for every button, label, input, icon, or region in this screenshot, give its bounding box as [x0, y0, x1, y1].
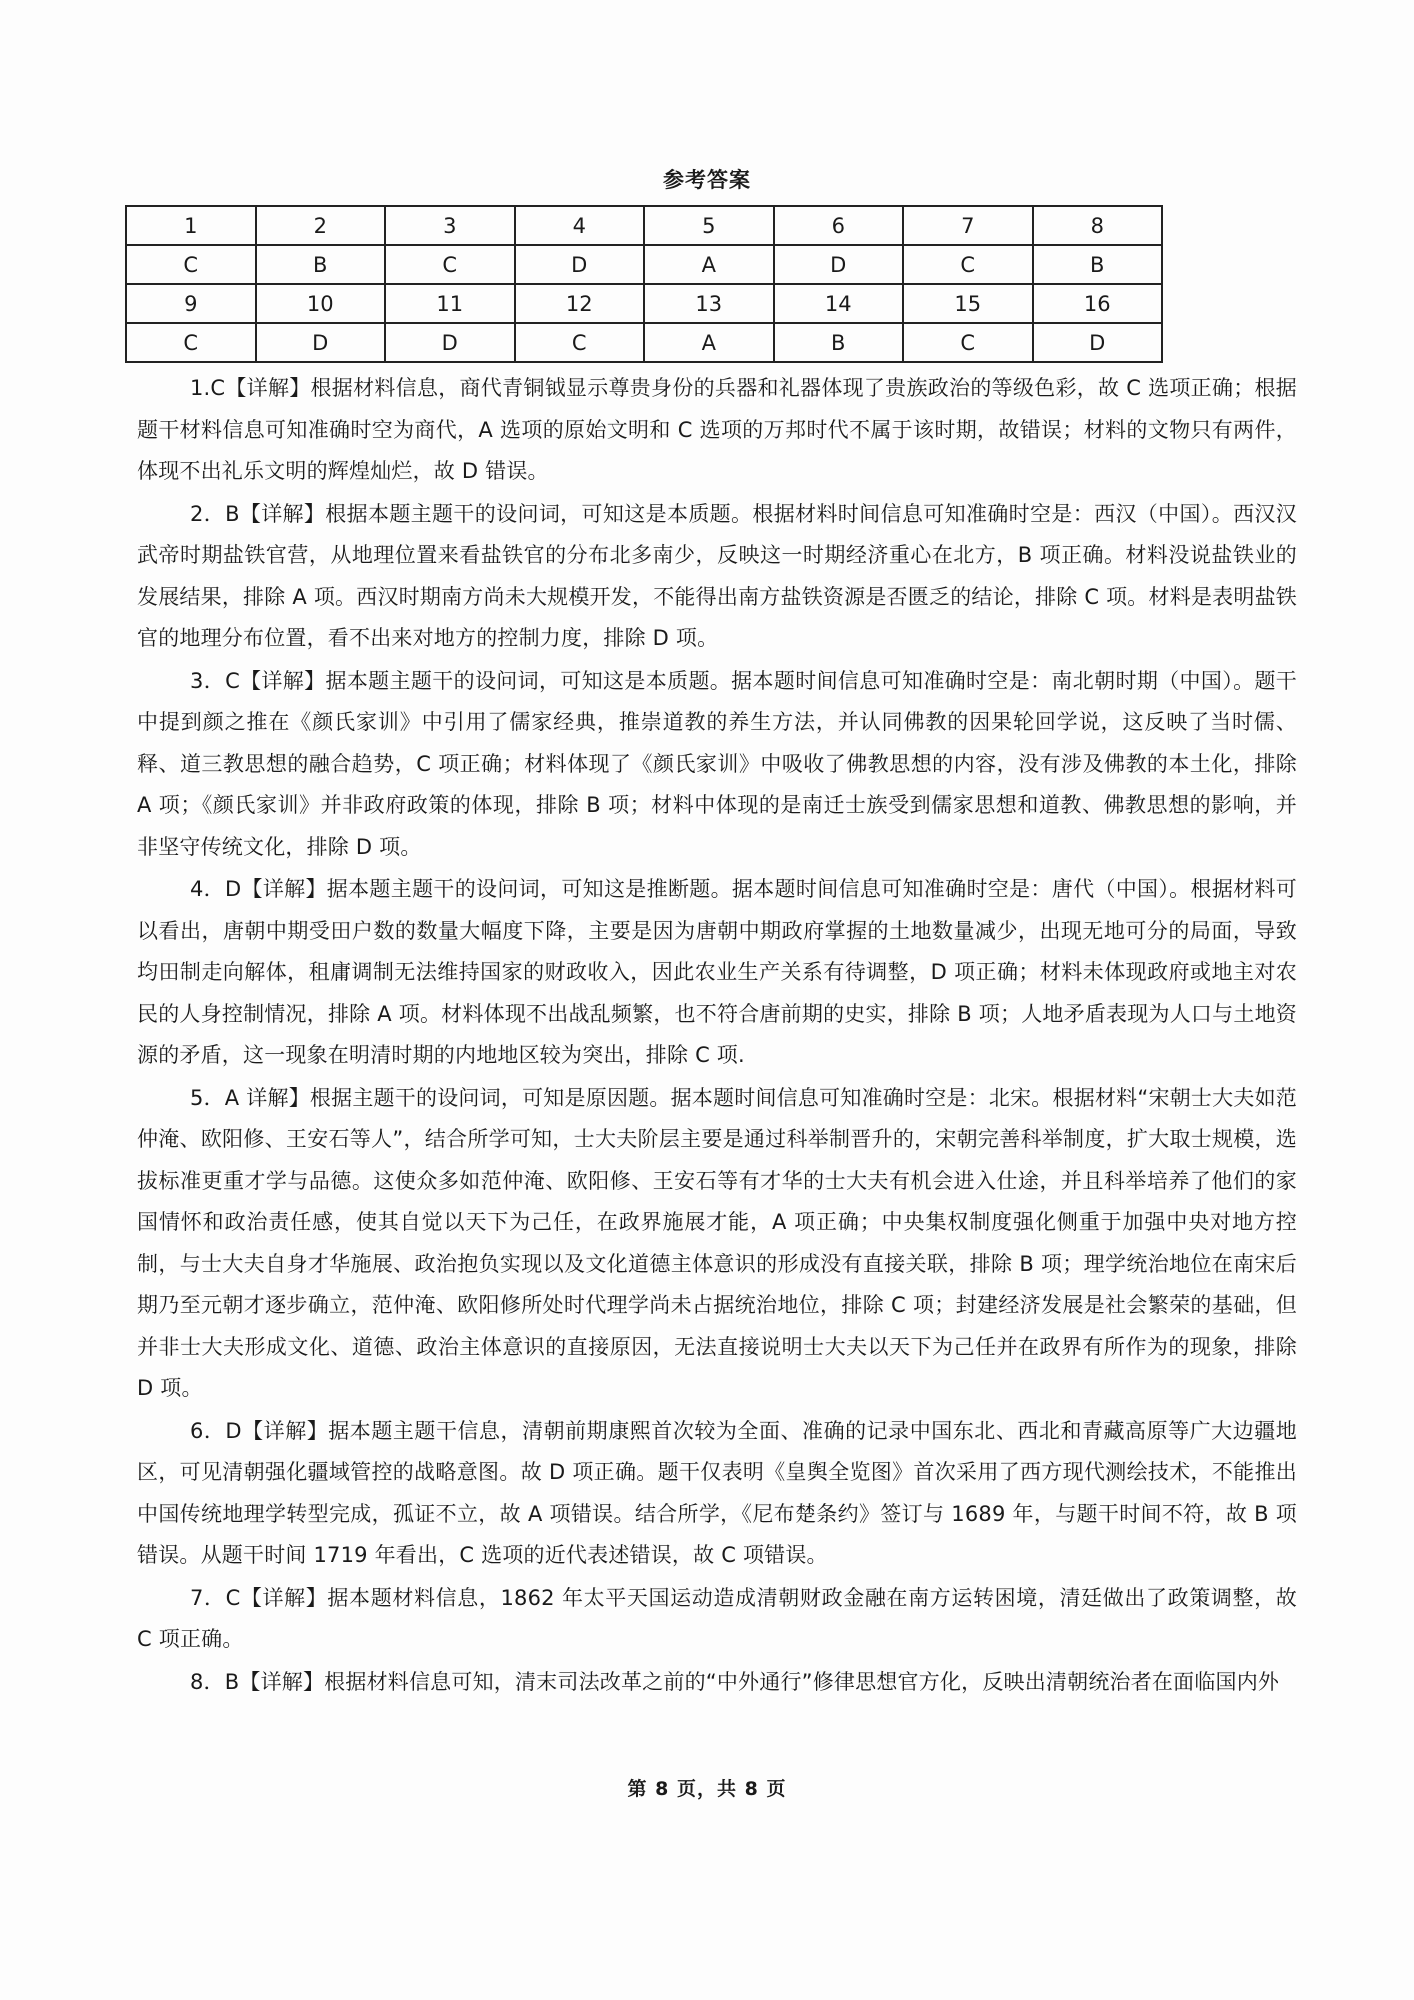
table-cell: B	[1033, 245, 1163, 284]
table-cell: 11	[385, 284, 515, 323]
explanation-5: 5．A 详解】根据主题干的设问词，可知是原因题。据本题时间信息可知准确时空是：北宋。根据材料“宋朝士大夫如范仲淹、欧阳修、王安石等人”，结合所学可知，士大夫阶层主要是通过科举制晋升的，宋朝完善科举制度，扩大取士规模，选拔标准更重才学与品德。这使众多如范仲淹、欧阳修、王安石等有才华的士大夫有机会进入仕途，并且科举培养了他们的家国情怀和政治责任感，使其自觉以天下为己任，在政界施展才能，A 项正确；中央集权制度强化侧重于加强中央对地方控制，与士大夫自身才华施展、政治抱负实现以及文化道德主体意识的形成没有直接关联，排除 B 项；理学统治地位在南宋后期乃至元朝才逐步确立，范仲淹、欧阳修所处时代理学尚未占据统治地位，排除 C 项；封建经济发展是社会繁荣的基础，但并非士大夫形成文化、道德、政治主体意识的直接原因，无法直接说明士大夫以天下为己任并在政界有所作为的现象，排除 D 项。	[137, 1085, 1297, 1400]
explanations	[137, 368, 1297, 1704]
table-cell: 9	[126, 284, 256, 323]
table-cell: D	[774, 245, 904, 284]
table-cell: C	[515, 323, 645, 362]
answer-table	[125, 205, 1163, 363]
explanation-3: 3．C【详解】据本题主题干的设问词，可知这是本质题。据本题时间信息可知准确时空是：南北朝时期（中国）。题干中提到颜之推在《颜氏家训》中引用了儒家经典，推崇道教的养生方法，并认同佛教的因果轮回学说，这反映了当时儒、释、道三教思想的融合趋势，C 项正确；材料体现了《颜氏家训》中吸收了佛教思想的内容，没有涉及佛教的本土化，排除 A 项；《颜氏家训》并非政府政策的体现，排除 B 项；材料中体现的是南迁士族受到儒家思想和道教、佛教思想的影响，并非坚守传统文化，排除 D 项。	[137, 668, 1297, 859]
page-title: 参考答案	[663, 168, 751, 192]
table-cell: D	[385, 323, 515, 362]
explanation-2: 2．B【详解】根据本题主题干的设问词，可知这是本质题。根据材料时间信息可知准确时空是：西汉（中国）。西汉汉武帝时期盐铁官营，从地理位置来看盐铁官的分布北多南少，反映这一时期经济重心在北方，B 项正确。材料没说盐铁业的发展结果，排除 A 项。西汉时期南方尚未大规模开发，不能得出南方盐铁资源是否匮乏的结论，排除 C 项。材料是表明盐铁官的地理分布位置，看不出来对地方的控制力度，排除 D 项。	[137, 501, 1297, 650]
table-row	[126, 323, 1162, 362]
table-cell: 8	[1033, 206, 1163, 245]
table-cell: 1	[126, 206, 256, 245]
table-cell: 12	[515, 284, 645, 323]
table-cell: A	[644, 323, 774, 362]
table-cell: 6	[774, 206, 904, 245]
table-cell: A	[644, 245, 774, 284]
explanation-7: 7．C【详解】据本题材料信息，1862 年太平天国运动造成清朝财政金融在南方运转困境，清廷做出了政策调整，故 C 项正确。	[137, 1585, 1297, 1651]
table-cell: 7	[903, 206, 1033, 245]
table-cell: 2	[256, 206, 386, 245]
table-cell: D	[1033, 323, 1163, 362]
table-cell: C	[385, 245, 515, 284]
table-cell: D	[515, 245, 645, 284]
table-cell: C	[126, 245, 256, 284]
table-cell: 13	[644, 284, 774, 323]
table-cell: C	[903, 245, 1033, 284]
explanation-6: 6．D【详解】据本题主题干信息，清朝前期康熙首次较为全面、准确的记录中国东北、西北和青藏高原等广大边疆地区，可见清朝强化疆域管控的战略意图。故 D 项正确。题干仅表明《皇舆全览图》首次采用了西方现代测绘技术，不能推出中国传统地理学转型完成，孤证不立，故 A 项错误。结合所学，《尼布楚条约》签订与 1689 年，与题干时间不符，故 B 项错误。从题干时间 1719 年看出，C 选项的近代表述错误，故 C 项错误。	[137, 1418, 1297, 1567]
table-cell: 10	[256, 284, 386, 323]
table-cell: 16	[1033, 284, 1163, 323]
table-cell: C	[126, 323, 256, 362]
table-cell: 5	[644, 206, 774, 245]
table-row	[126, 245, 1162, 284]
explanation-1: 1.C【详解】根据材料信息，商代青铜钺显示尊贵身份的兵器和礼器体现了贵族政治的等级色彩，故 C 选项正确；根据题干材料信息可知准确时空为商代，A 选项的原始文明和 C 选项的万邦时代不属于该时期，故错误；材料的文物只有两件，体现不出礼乐文明的辉煌灿烂，故 D 错误。	[137, 376, 1297, 483]
table-row	[126, 206, 1162, 245]
page-footer: 第 8 页，共 8 页	[627, 1778, 787, 1800]
table-cell: 14	[774, 284, 904, 323]
explanation-4: 4．D【详解】据本题主题干的设问词，可知这是推断题。据本题时间信息可知准确时空是：唐代（中国）。根据材料可以看出，唐朝中期受田户数的数量大幅度下降，主要是因为唐朝中期政府掌握的土地数量减少，出现无地可分的局面，导致均田制走向解体，租庸调制无法维持国家的财政收入，因此农业生产关系有待调整，D 项正确；材料未体现政府或地主对农民的人身控制情况，排除 A 项。材料体现不出战乱频繁，也不符合唐前期的史实，排除 B 项；人地矛盾表现为人口与土地资源的矛盾，这一现象在明清时期的内地地区较为突出，排除 C 项.	[137, 877, 1297, 1067]
table-cell: 4	[515, 206, 645, 245]
table-cell: D	[256, 323, 386, 362]
table-cell: C	[903, 323, 1033, 362]
table-cell: B	[256, 245, 386, 284]
table-cell: B	[774, 323, 904, 362]
table-row	[126, 284, 1162, 323]
table-cell: 15	[903, 284, 1033, 323]
explanation-8: 8．B【详解】根据材料信息可知，清末司法改革之前的“中外通行”修律思想官方化，反映出清朝统治者在面临国内外	[190, 1669, 1280, 1694]
table-cell: 3	[385, 206, 515, 245]
